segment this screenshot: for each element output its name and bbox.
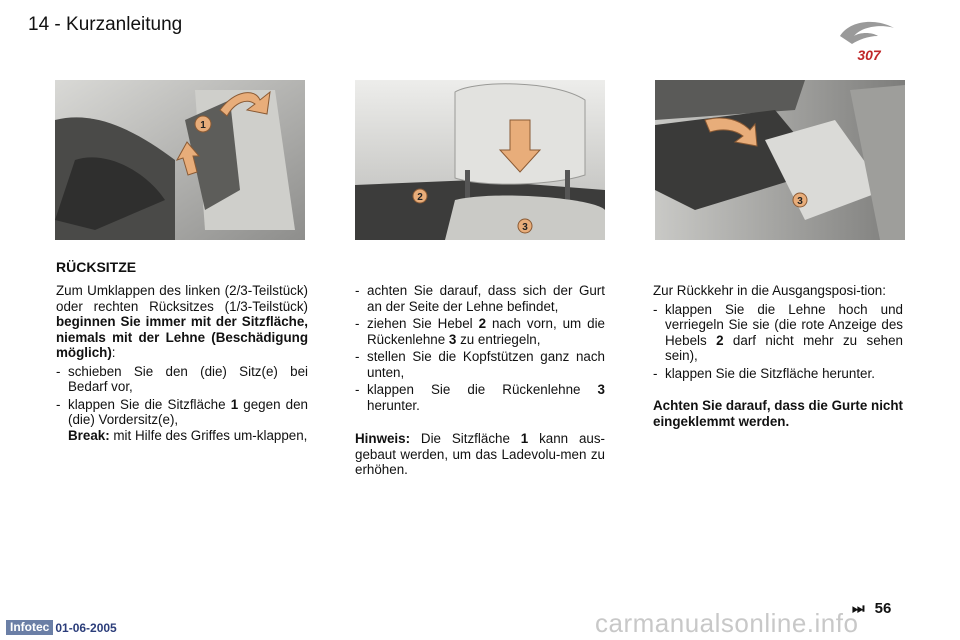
fast-forward-icon[interactable]: ⏭ (852, 600, 865, 616)
intro-text: Zum Umklappen des linken (2/3-Teilstück) oder rechten Rücksitzes (1/3-Teilstück) (56, 283, 308, 314)
column-3 (653, 283, 903, 429)
page-number: 14 (28, 14, 50, 35)
bullet-text: schieben Sie den (die) Sitz(e) bei Bedarf vor, (68, 363, 308, 394)
list-item (355, 283, 605, 314)
bullet-text: klappen Sie die Rückenlehne 3 herunter. (367, 382, 605, 413)
bullet-dash: - (355, 382, 360, 397)
photo-backrest-lever (355, 80, 605, 240)
column-1 (56, 283, 308, 443)
brand-badge: Infotec (6, 620, 53, 635)
page-navigation (852, 600, 891, 617)
break-paragraph (56, 428, 308, 444)
brand-logo (832, 14, 902, 64)
bullet-text: ziehen Sie Hebel 2 nach vorn, um die Rückenlehne 3 zu entriegeln, (367, 316, 605, 347)
bullet-text: stellen Sie die Kopfstützen ganz nach unten, (367, 349, 605, 380)
callout-label: 2 (417, 192, 423, 203)
break-text: mit Hilfe des Griffes um-klappen, (109, 427, 308, 443)
page-number-footer: 56 (874, 600, 892, 617)
warning-text: Achten Sie darauf, dass die Gurte nicht eingeklemmt werden. (653, 398, 904, 429)
bullet-text: achten Sie darauf, dass sich der Gurt an der Seite der Lehne befindet, (367, 283, 605, 314)
callout-label: 3 (797, 196, 803, 207)
break-label: Break: (68, 427, 110, 443)
intro-end: : (111, 345, 116, 360)
bullet-text: klappen Sie die Sitzfläche 1 gegen den (die) Vordersitz(e), (68, 396, 308, 427)
callout-label: 1 (200, 120, 206, 131)
intro-emphasis: beginnen Sie immer mit der Sitzfläche, niemals mit der Lehne (Beschädigung möglich) (56, 314, 308, 360)
list-item (355, 349, 605, 380)
note-label: Hinweis: (355, 431, 411, 446)
photo-backrest-folded (655, 80, 905, 240)
footer-badge (6, 620, 117, 635)
bullet-dash: - (355, 283, 360, 298)
bullet-dash: - (355, 349, 360, 364)
model-text: 307 (857, 47, 881, 63)
header-separator: - (54, 14, 61, 35)
watermark: carmanualsonline.info (595, 608, 859, 638)
photo-seat-cushion-fold (55, 80, 305, 240)
callout-label: 3 (522, 222, 528, 233)
list-item (653, 366, 903, 382)
page-title: Kurzanleitung (66, 14, 183, 35)
bullet-text: klappen Sie die Sitzfläche herunter. (665, 365, 875, 381)
list-item (653, 302, 903, 364)
column-2 (355, 283, 605, 478)
list-item (355, 382, 605, 413)
bullet-dash: - (653, 365, 658, 381)
section-title: RÜCKSITZE (56, 259, 137, 275)
list-item (56, 364, 308, 395)
bullet-dash: - (355, 316, 360, 331)
bullet-dash: - (56, 396, 61, 412)
bullet-text: klappen Sie die Lehne hoch und verriegeln Sie sie (die rote Anzeige des Hebels 2 darf nicht mehr zu sehen sein), (665, 301, 903, 363)
list-item (355, 316, 605, 347)
return-intro: Zur Rückkehr in die Ausgangsposi-tion: (653, 283, 886, 298)
bullet-dash: - (56, 363, 61, 379)
publication-date: 01-06-2005 (55, 620, 117, 635)
list-item (56, 397, 308, 428)
page-header (28, 14, 182, 36)
lion-logo-icon (840, 22, 894, 44)
bullet-dash: - (653, 301, 658, 317)
note-paragraph: Hinweis: Die Sitzfläche 1 kann aus-gebaut werden, um das Ladevolu-men zu erhöhen. (355, 431, 606, 477)
intro-paragraph (56, 283, 308, 361)
